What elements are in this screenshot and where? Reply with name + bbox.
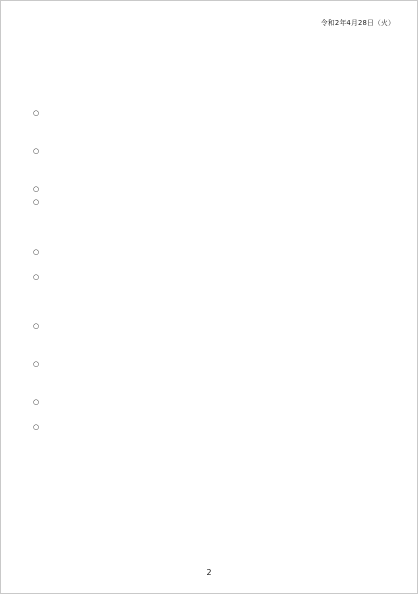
list-item-line [43, 344, 393, 356]
list-item [33, 183, 393, 195]
intro-paragraph [29, 53, 391, 65]
circle-bullet-icon: ○ [33, 147, 40, 155]
page-number: 2 [206, 568, 212, 577]
list-item-line [43, 246, 393, 258]
circle-bullet-icon: ○ [33, 322, 40, 330]
list-item [33, 196, 393, 245]
list-item-line [43, 408, 393, 420]
list-item [33, 396, 393, 420]
list-item-line [43, 131, 393, 143]
list-item-line [43, 445, 393, 457]
list-item-line [43, 233, 393, 245]
list-item-line [43, 145, 393, 157]
circle-bullet-icon: ○ [33, 198, 40, 206]
list-item-line [43, 208, 393, 220]
list-item-line [43, 396, 393, 408]
list-item-line [43, 271, 393, 283]
list-item-line [43, 358, 393, 370]
list-item-line [43, 283, 393, 295]
list-item [33, 271, 393, 295]
circle-bullet-icon: ○ [33, 423, 40, 431]
circle-bullet-icon: ○ [33, 109, 40, 117]
list-item [33, 145, 393, 182]
list-item-line [43, 220, 393, 232]
list-item [33, 421, 393, 458]
circle-bullet-icon: ○ [33, 360, 40, 368]
list-item [33, 320, 393, 357]
list-item-line [43, 157, 393, 169]
list-item-line [43, 183, 393, 195]
list-item-line [43, 196, 393, 208]
list-item-line [43, 332, 393, 344]
list-item-line [43, 119, 393, 131]
list-item-line [43, 258, 393, 270]
list-item-line [43, 169, 393, 181]
list-item [33, 246, 393, 270]
list-item [33, 358, 393, 395]
list-item-line [43, 433, 393, 445]
document-date: 令和2年4月28日（火） [320, 19, 395, 27]
circle-bullet-icon: ○ [33, 185, 40, 193]
list-item-line [43, 382, 393, 394]
circle-bullet-icon: ○ [33, 248, 40, 256]
closing-paragraph [29, 479, 391, 528]
list-item-line [43, 320, 393, 332]
list-item-line [43, 107, 393, 119]
list-item-line [43, 421, 393, 433]
list-item [33, 107, 393, 144]
circle-bullet-icon: ○ [33, 273, 40, 281]
list-item-line [43, 370, 393, 382]
circle-bullet-icon: ○ [33, 398, 40, 406]
